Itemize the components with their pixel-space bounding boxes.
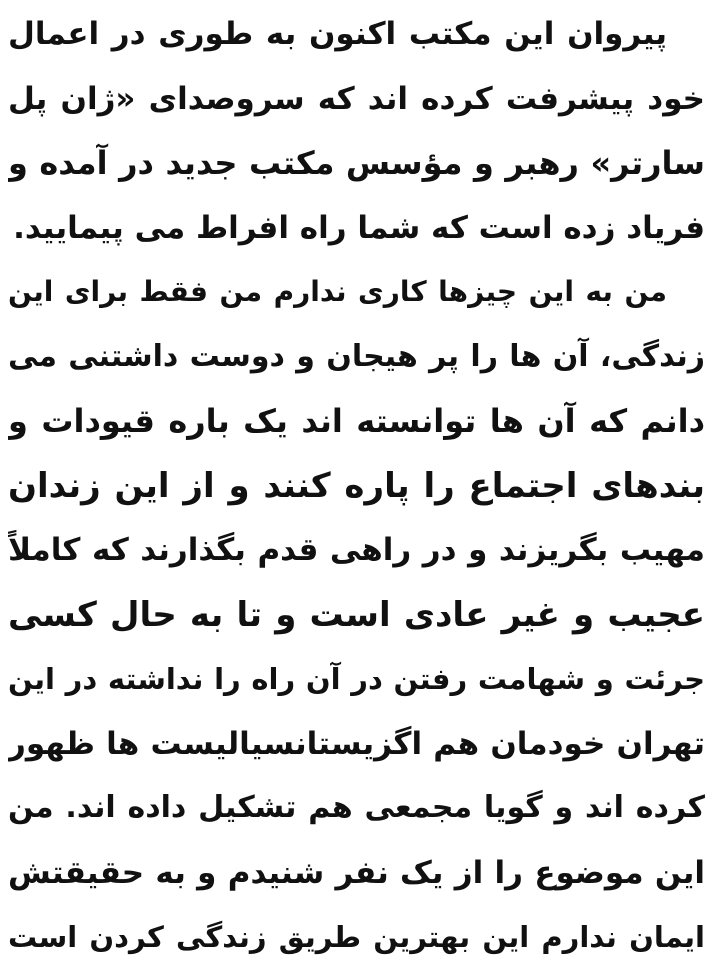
text-line: من به این چیزها کاری ندارم من فقط برای این <box>8 275 667 308</box>
text-line: این موضوع را از یک نفر شنیدم و به حقیقتش <box>8 854 705 891</box>
text-line: دانم که آن ها توانسته اند یک باره قیودات و <box>8 402 705 440</box>
text-line: تهران خودمان هم اگزیستانسیالیست ها ظهور <box>8 725 705 762</box>
text-line: جرئت و شهامت رفتن در آن راه را نداشته در این <box>8 662 705 696</box>
text-line: ایمان ندارم این بهترین طریق زندگی کردن است <box>8 920 705 954</box>
text-line: کرده اند و گویا مجمعی هم تشکیل داده اند. من <box>8 790 705 825</box>
text-line: پیروان این مکتب اکنون به طوری در اعمال <box>8 16 667 52</box>
text-line: عجیب و غیر عادی است و تا به حال کسی <box>8 594 705 635</box>
text-line: خود پیشرفت کرده اند که سروصدای «ژان پل <box>8 80 705 117</box>
text-line: بندهای اجتماع را پاره کنند و از این زندان <box>8 465 705 506</box>
text-line: فریاد زده است که شما راه افراط می پیمایید. <box>13 209 705 246</box>
text-line: سارتر» رهبر و مؤسس مکتب جدید در آمده و <box>8 144 705 182</box>
text-line: زندگی، آن ها را پر هیجان و دوست داشتنی می <box>8 338 705 374</box>
document-text <box>8 2 705 970</box>
text-line: مهیب بگریزند و در راهی قدم بگذارند که کاملاً <box>8 532 705 568</box>
